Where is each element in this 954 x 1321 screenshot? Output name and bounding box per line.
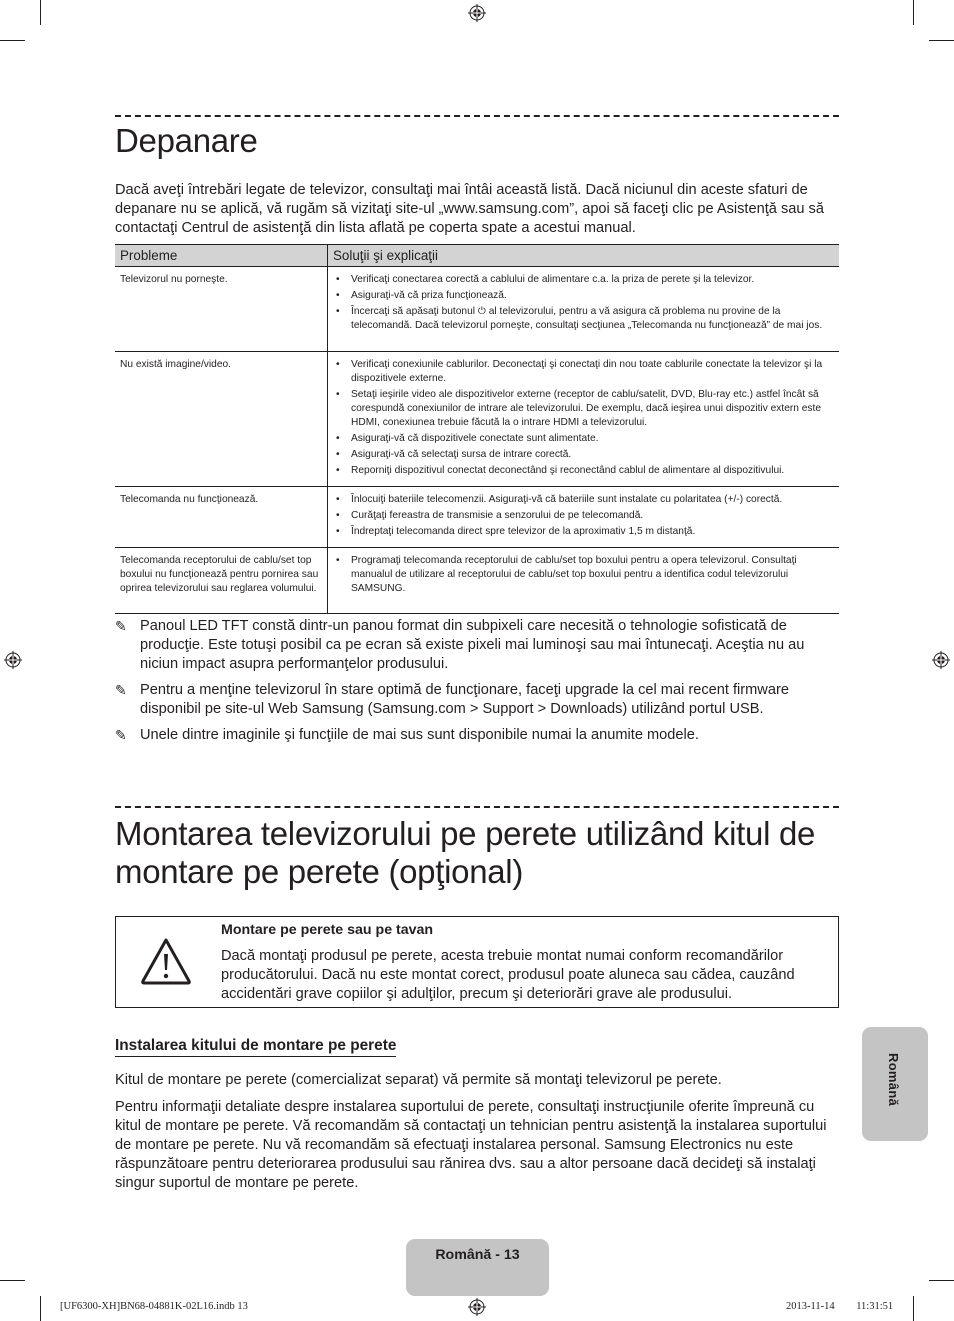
- solutions-cell: [328, 487, 840, 548]
- registration-mark-icon: [468, 4, 486, 22]
- solution-item: • Înlocuiţi bateriile telecomenzii. Asiguraţi-vă că bateriile sunt instalate cu polaritatea (+/-) corectă.: [351, 493, 834, 507]
- crop-mark: [929, 40, 954, 41]
- paragraph: Kitul de montare pe perete (comercializat separat) vă permite să montaţi televizorul pe perete.: [115, 1072, 722, 1088]
- page-number-label: Română - 13: [435, 1247, 520, 1263]
- solution-item: • Îndreptaţi telecomanda direct spre televizor de la aproximativ 1,5 m distanţă.: [351, 525, 834, 539]
- column-header-problems: Probleme: [115, 245, 328, 267]
- problem-cell: Nu există imagine/video.: [115, 352, 328, 487]
- crop-mark: [0, 40, 25, 41]
- section-title-line: Montarea televizorului pe perete utilizând kitul de: [115, 815, 816, 852]
- problem-cell: Televizorul nu porneşte.: [115, 267, 328, 352]
- crop-mark: [913, 0, 914, 25]
- section-title-line: montare pe perete (opţional): [115, 853, 524, 890]
- note-item: [115, 726, 839, 745]
- section-title-troubleshooting: Depanare: [115, 122, 258, 159]
- problem-cell: Telecomanda nu funcţionează.: [115, 487, 328, 548]
- crop-mark: [40, 1296, 41, 1321]
- footer-file-info: [UF6300-XH]BN68-04881K-02L16.indb 13: [60, 1301, 248, 1312]
- note-text: Pentru a menţine televizorul în stare optimă de funcţionare, faceţi upgrade la cel mai recent firmware disponibil pe site-ul Web Samsung (Samsung.com > Support > Downloads) utilizând portul USB.: [140, 682, 789, 717]
- warning-triangle-icon: [140, 937, 192, 985]
- solutions-cell: [328, 548, 840, 614]
- table-header-row: [115, 245, 839, 267]
- table-row: [115, 352, 839, 487]
- table-row: [115, 267, 839, 352]
- crop-mark: [40, 0, 41, 25]
- solution-item: • Verificaţi conexiunile cablurilor. Deconectaţi şi conectaţi din nou toate cablurile conectate la televizor şi la dispozitivele externe.: [351, 358, 834, 386]
- section-divider: [115, 806, 839, 808]
- solution-item: • Încercaţi să apăsaţi butonul ⏻ al televizorului, pentru a vă asigura că problema nu provine de la telecomandă. Dacă televizorul porneşte, consultaţi secţiunea „Telecomanda nu funcţionează” de mai jos.: [351, 305, 834, 333]
- page-number-tab: [406, 1239, 549, 1296]
- solution-item: • Asiguraţi-vă că priza funcţionează.: [351, 289, 834, 303]
- solution-item: • Reporniţi dispozitivul conectat deconectând şi reconectând cablul de alimentare al dispozitivului.: [351, 464, 834, 478]
- pencil-note-icon: ✎: [115, 682, 127, 698]
- problem-cell: Telecomanda receptorului de cablu/set top boxului nu funcţionează pentru pornirea sau oprirea televizorului sau reglarea volumului.: [115, 548, 328, 614]
- language-side-tab: [862, 1027, 928, 1141]
- pencil-note-icon: ✎: [115, 618, 127, 634]
- solution-item: • Setaţi ieşirile video ale dispozitivelor externe (receptor de cablu/satelit, DVD, Blu-ray etc.) astfel încât să corespundă conexiunilor de intrare ale televizorului. De exemplu, dacă ieşirea unui dispozitiv extern este HDMI, conexiunea trebuie făcută la o intrare HDMI a televizorului.: [351, 388, 834, 430]
- crop-mark: [0, 1280, 25, 1281]
- warning-box: [115, 916, 839, 1008]
- registration-mark-icon: [468, 1298, 486, 1316]
- section-title-wall-mount: [115, 815, 815, 891]
- registration-mark-icon: [932, 651, 950, 669]
- solution-item: • Asiguraţi-vă că selectaţi sursa de intrare corectă.: [351, 448, 834, 462]
- language-side-tab-label: Română: [886, 1053, 901, 1107]
- registration-mark-icon: [4, 651, 22, 669]
- section-divider: [115, 115, 839, 117]
- solution-item: • Asiguraţi-vă că dispozitivele conectate sunt alimentate.: [351, 432, 834, 446]
- subheading: Instalarea kitului de montare pe perete: [115, 1037, 396, 1057]
- solutions-cell: [328, 352, 840, 487]
- pencil-note-icon: ✎: [115, 727, 127, 743]
- table-row: [115, 487, 839, 548]
- solution-item: • Curăţaţi fereastra de transmisie a senzorului de pe telecomandă.: [351, 509, 834, 523]
- solution-item: • Verificaţi conectarea corectă a cablului de alimentare c.a. la priza de perete şi la televizor.: [351, 273, 834, 287]
- warning-title: Montare pe perete sau pe tavan: [221, 922, 434, 938]
- intro-paragraph: Dacă aveţi întrebări legate de televizor, consultaţi mai întâi această listă. Dacă niciunul din aceste sfaturi de depanare nu se aplică, vă rugăm să vizitaţi site-ul „www.samsung.com”, apoi să faceţi clic pe Asistenţă sau să contactaţi Centrul de asistenţă din lista aflată pe coperta spate a acestui manual.: [115, 182, 824, 236]
- note-text: Panoul LED TFT constă dintr-un panou format din subpixeli care necesită o tehnologie sofisticată de producţie. Este totuşi posibil ca pe ecran să existe pixeli mai luminoşi sau mai întunecaţi. Aceştia nu au niciun impact asupra performanţelor produsului.: [140, 618, 805, 672]
- crop-mark: [929, 1280, 954, 1281]
- note-item: [115, 681, 839, 719]
- warning-text: Dacă montaţi produsul pe perete, acesta trebuie montat numai conform recomandărilor producătorului. Dacă nu este montat corect, produsul poate aluneca sau cădea, cauzând accidentări grave copiilor şi adulţilor, precum şi deteriorări grave ale produsului.: [221, 948, 795, 1002]
- note-item: [115, 617, 839, 674]
- solutions-cell: [328, 267, 840, 352]
- table-row: [115, 548, 839, 614]
- column-header-solutions: Soluţii şi explicaţii: [328, 245, 840, 267]
- paragraph: Pentru informaţii detaliate despre instalarea suportului de perete, consultaţi instrucţiunile oferite împreună cu kitul de montare pe perete. Vă recomandăm să contactaţi un tehnician pentru asistenţă la instalarea suportului de montare pe perete. Nu vă recomandăm să efectuaţi instalarea personal. Samsung Electronics nu este răspunzătoare pentru deteriorarea produsului sau rănirea dvs. sau a altor persoane dacă decideţi să instalaţi singur suportul de montare pe perete.: [115, 1099, 827, 1191]
- solution-item: • Programaţi telecomanda receptorului de cablu/set top boxului pentru a opera televizorul. Consultaţi manualul de utilizare al receptorului de cablu/set top boxului pentru a identifica codul televizorului SAMSUNG.: [351, 554, 834, 596]
- troubleshooting-table: [115, 244, 839, 614]
- footer-timestamp: 2013-11-14 ￿￿ 11:31:51: [786, 1301, 894, 1312]
- note-text: Unele dintre imaginile şi funcţiile de mai sus sunt disponibile numai la anumite modele.: [140, 727, 699, 743]
- crop-mark: [913, 1296, 914, 1321]
